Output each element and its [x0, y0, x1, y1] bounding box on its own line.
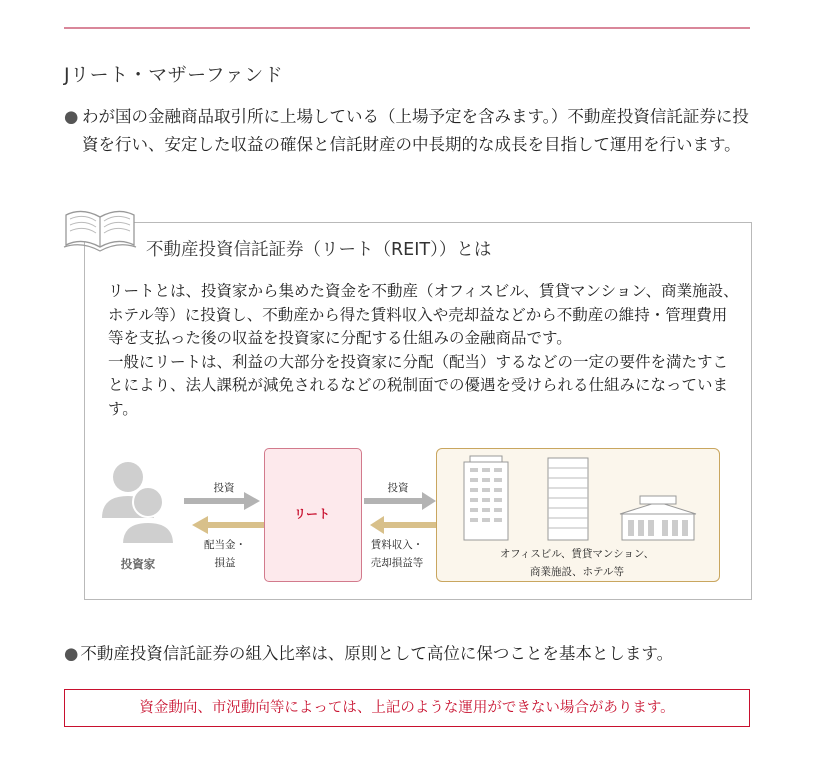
investor-label: 投資家: [120, 557, 156, 571]
description-paragraph: [64, 103, 754, 159]
property-label-line2: 商業施設、ホテル等: [530, 566, 624, 578]
allocation-statement: [64, 640, 673, 664]
invest-label-1: 投資: [213, 482, 235, 494]
buildings-icon: [436, 452, 718, 542]
open-book-icon: [62, 205, 138, 257]
rent-label-line1: 賃料収入・: [370, 539, 424, 551]
box-body: [108, 280, 740, 421]
box-title: 不動産投資信託証券（リート（REIT））とは: [146, 240, 492, 260]
return-arrow-2: [370, 516, 436, 534]
dividend-label-line2: 損益: [214, 557, 236, 569]
reit-label: リート: [293, 507, 330, 521]
investor-icon: [102, 462, 174, 544]
bullet-mark: ●: [64, 107, 79, 126]
box-paragraph-1: リートとは、投資家から集めた資金を不動産（オフィスビル、賃貸マンション、商業施設、ホテル等）に投資し、不動産から得た賃料収入や売却益などから不動産の維持・管理費用等を支払った後の収益を投資家に分配する仕組みの金融商品です。: [108, 282, 739, 347]
property-label-line1: オフィスビル、賃貸マンション、: [499, 548, 655, 560]
invest-label-2: 投資: [387, 482, 409, 494]
box-paragraph-2: 一般にリートは、利益の大部分を投資家に分配（配当）するなどの一定の要件を満たすことにより、法人課税が減免されるなどの税制面での優遇を受けられる仕組みになっています。: [108, 352, 729, 418]
section-heading: Jリート・マザーファンド: [64, 64, 284, 86]
bullet-mark-2: ●: [64, 644, 79, 663]
notice-box: 資金動向、市況動向等によっては、上記のような運用ができない場合があります。: [64, 689, 750, 727]
allocation-text: 不動産投資信託証券の組入比率は、原則として高位に保つことを基本とします。: [80, 644, 674, 663]
description-text: わが国の金融商品取引所に上場している（上場予定を含みます。）不動産投資信託証券に投資を行い、安定した収益の確保と信託財産の中長期的な成長を目指して運用を行います。: [82, 107, 749, 154]
top-divider: [64, 27, 750, 29]
return-arrow-1: [192, 516, 264, 534]
rent-label-line2: 売却損益等: [370, 557, 424, 569]
dividend-label-line1: 配当金・: [204, 539, 246, 551]
